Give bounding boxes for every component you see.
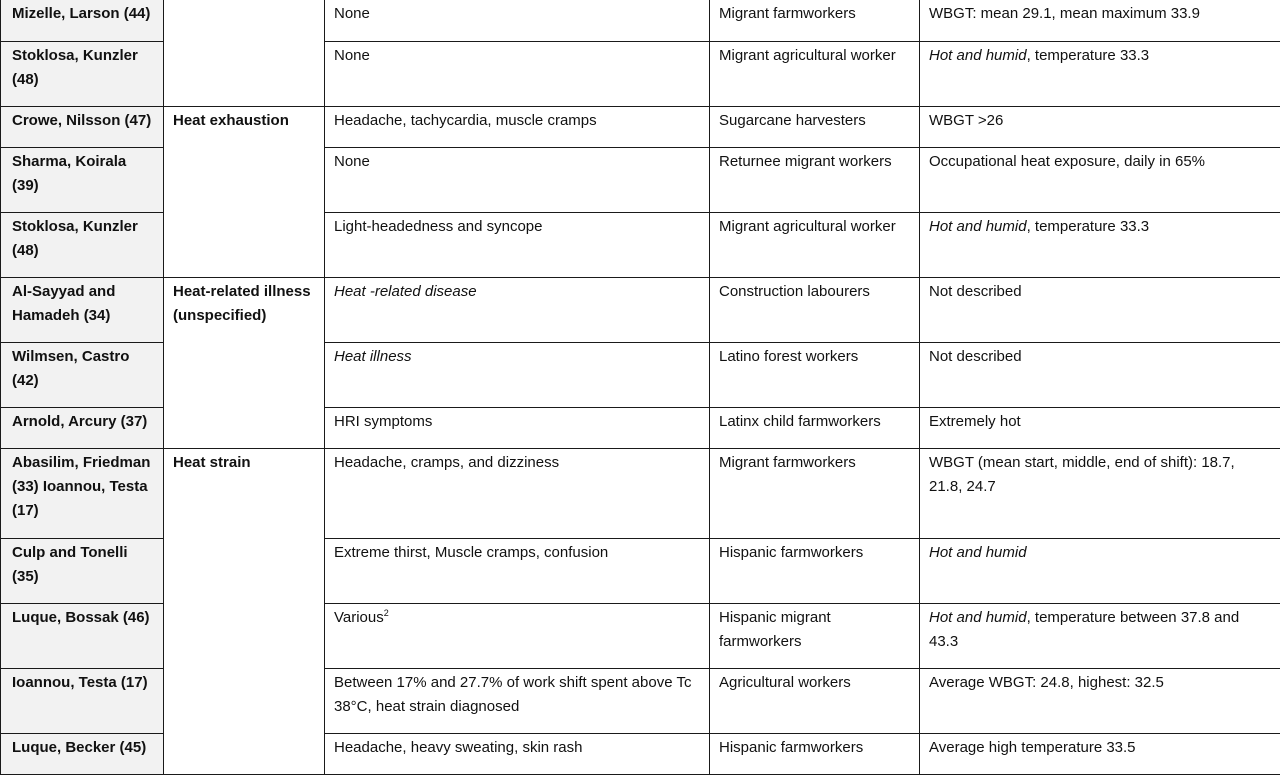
population-cell: Latino forest workers: [710, 342, 920, 407]
table-row: [1, 733, 1280, 774]
outcome-cell: [164, 342, 325, 407]
population-cell: Hispanic migrant farmworkers: [710, 603, 920, 668]
symptoms-cell: Headache, cramps, and dizziness: [325, 448, 710, 538]
study-cell: Stoklosa, Kunzler (48): [1, 212, 164, 277]
exposure-italic: Hot and humid: [929, 46, 1027, 64]
exposure-cell: [920, 41, 1280, 106]
study-cell: Stoklosa, Kunzler (48): [1, 41, 164, 106]
study-cell: Luque, Becker (45): [1, 733, 164, 774]
study-cell: Culp and Tonelli (35): [1, 538, 164, 603]
population-cell: Latinx child farmworkers: [710, 407, 920, 448]
population-cell: Agricultural workers: [710, 668, 920, 733]
outcome-cell: [164, 733, 325, 774]
table-row: [1, 603, 1280, 668]
table-row: [1, 106, 1280, 147]
table-row: [1, 407, 1280, 448]
outcome-cell: Heat strain: [164, 448, 325, 538]
symptoms-cell: [325, 603, 710, 668]
exposure-italic: Hot and humid: [929, 217, 1027, 235]
table-row: [1, 212, 1280, 277]
study-cell: Mizelle, Larson (44): [1, 0, 164, 41]
exposure-cell: Not described: [920, 277, 1280, 342]
study-cell: Ioannou, Testa (17): [1, 668, 164, 733]
symptoms-cell: None: [325, 0, 710, 41]
outcome-cell: [164, 41, 325, 106]
table-row: [1, 41, 1280, 106]
table-row: [1, 342, 1280, 407]
population-cell: Migrant farmworkers: [710, 448, 920, 538]
study-cell: Luque, Bossak (46): [1, 603, 164, 668]
exposure-cell: Not described: [920, 342, 1280, 407]
exposure-cell: Average WBGT: 24.8, highest: 32.5: [920, 668, 1280, 733]
population-cell: Construction labourers: [710, 277, 920, 342]
exposure-cell: [920, 538, 1280, 603]
outcome-cell: [164, 0, 325, 41]
outcome-cell: [164, 603, 325, 668]
study-cell: Al-Sayyad and Hamadeh (34): [1, 277, 164, 342]
exposure-italic: Hot and humid: [929, 543, 1027, 561]
table-row: [1, 0, 1280, 41]
symptoms-cell: HRI symptoms: [325, 407, 710, 448]
study-cell: Wilmsen, Castro (42): [1, 342, 164, 407]
symptoms-cell: Heat illness: [325, 342, 710, 407]
population-cell: Sugarcane harvesters: [710, 106, 920, 147]
study-cell: Sharma, Koirala (39): [1, 147, 164, 212]
exposure-rest: , temperature between 37.8 and 43.3: [929, 608, 1240, 650]
exposure-cell: [920, 603, 1280, 668]
population-cell: Migrant agricultural worker: [710, 212, 920, 277]
symptoms-cell: Headache, tachycardia, muscle cramps: [325, 106, 710, 147]
outcome-cell: [164, 668, 325, 733]
outcome-cell: [164, 407, 325, 448]
exposure-cell: Average high temperature 33.5: [920, 733, 1280, 774]
population-cell: Hispanic farmworkers: [710, 538, 920, 603]
exposure-cell: WBGT (mean start, middle, end of shift): 18.7, 21.8, 24.7: [920, 448, 1280, 538]
exposure-cell: Occupational heat exposure, daily in 65%: [920, 147, 1280, 212]
study-cell: Arnold, Arcury (37): [1, 407, 164, 448]
table-row: [1, 668, 1280, 733]
population-cell: Migrant farmworkers: [710, 0, 920, 41]
table-row: [1, 277, 1280, 342]
outcome-cell: [164, 212, 325, 277]
symptoms-cell: None: [325, 41, 710, 106]
exposure-rest: , temperature 33.3: [1026, 46, 1150, 64]
table-row: [1, 147, 1280, 212]
exposure-rest: , temperature 33.3: [1026, 217, 1150, 235]
symptoms-cell: Extreme thirst, Muscle cramps, confusion: [325, 538, 710, 603]
population-cell: Returnee migrant workers: [710, 147, 920, 212]
outcome-cell: [164, 538, 325, 603]
table-row: [1, 448, 1280, 538]
exposure-cell: WBGT: mean 29.1, mean maximum 33.9: [920, 0, 1280, 41]
exposure-cell: [920, 212, 1280, 277]
exposure-cell: Extremely hot: [920, 407, 1280, 448]
table-row: [1, 538, 1280, 603]
study-cell: Crowe, Nilsson (47): [1, 106, 164, 147]
footnote-marker: 2: [383, 607, 389, 618]
symptoms-text: Various: [334, 608, 384, 626]
outcome-cell: [164, 147, 325, 212]
outcome-cell: Heat-related illness (unspecified): [164, 277, 325, 342]
symptoms-cell: Light-headedness and syncope: [325, 212, 710, 277]
exposure-cell: WBGT >26: [920, 106, 1280, 147]
outcome-cell: Heat exhaustion: [164, 106, 325, 147]
study-cell: Abasilim, Friedman (33) Ioannou, Testa (17): [1, 448, 164, 538]
population-cell: Migrant agricultural worker: [710, 41, 920, 106]
population-cell: Hispanic farmworkers: [710, 733, 920, 774]
symptoms-cell: Between 17% and 27.7% of work shift spent above Tc 38°C, heat strain diagnosed: [325, 668, 710, 733]
symptoms-cell: Heat -related disease: [325, 277, 710, 342]
symptoms-cell: Headache, heavy sweating, skin rash: [325, 733, 710, 774]
symptoms-cell: None: [325, 147, 710, 212]
exposure-italic: Hot and humid: [929, 608, 1027, 626]
